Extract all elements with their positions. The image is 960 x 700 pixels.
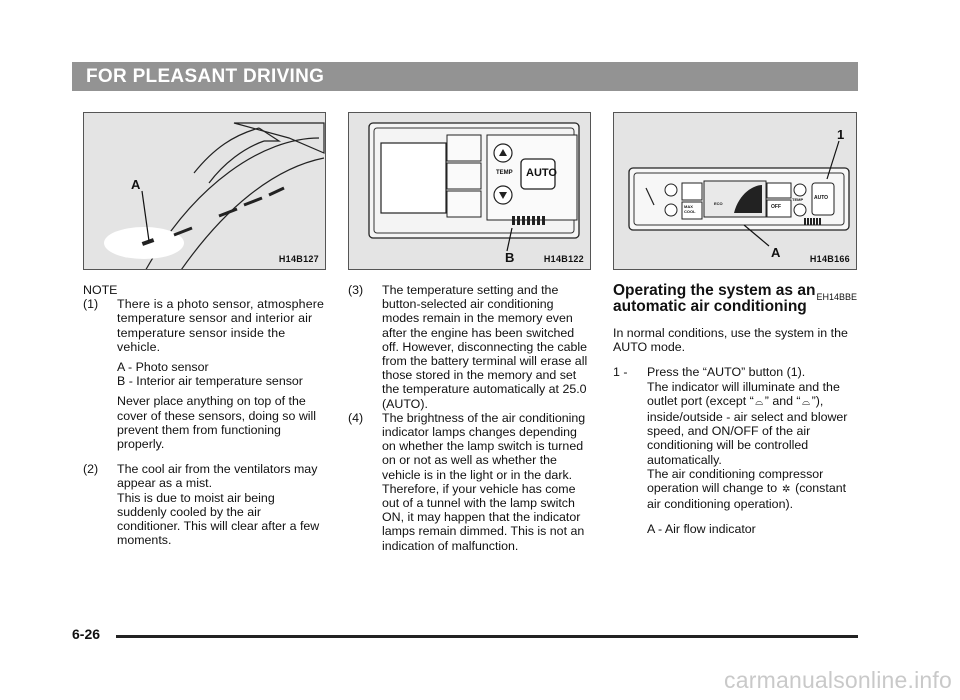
eco-label: ECO: [714, 201, 723, 206]
label-1: 1: [837, 127, 845, 142]
defrost-icon: ⌓: [802, 396, 811, 408]
section-header-bar: [72, 62, 858, 91]
defrost-icon: ⌓: [755, 396, 764, 408]
temp-label: TEMP: [792, 197, 804, 202]
figure-auto-panel: [613, 112, 857, 270]
footer-rule: [116, 635, 858, 638]
item-text: The brightness of the air conditioning indicator lamps changes depending on whether the lamp switch is turned on or not as well as whether the vehicle is in the light or in the dark. Therefore, if your vehicle has come out of a tunnel with the lamp switch ON, it may happen that the indicator lamps remain dimmed. This is not an indication of malfunction.: [382, 410, 586, 553]
page-number: 6-26: [72, 626, 101, 642]
figure-sensor-location: [83, 112, 326, 270]
column-auto-operation: [613, 283, 857, 537]
step-detail-part: ” and “: [764, 393, 801, 408]
section-code: EH14BBE: [816, 292, 857, 302]
step-detail-part: The indicator will illuminate and the outlet port (except “: [647, 379, 840, 408]
temp-label: TEMP: [496, 170, 513, 176]
step-instruction: Press the “AUTO” button (1).: [647, 365, 806, 380]
item-text-cont: This is due to moist air being suddenly cooled by the air conditioner. This will clear after a few moments.: [117, 490, 320, 548]
figure-control-panel: [348, 112, 591, 270]
legend-a: A - Air flow indicator: [647, 522, 756, 537]
item-text: There is a photo sensor, atmosphere temperature sensor and interior air temperature sensor inside the vehicle.: [117, 297, 325, 354]
section-title: FOR PLEASANT DRIVING: [86, 66, 325, 87]
note-item-3: [348, 283, 591, 411]
item-number: (3): [348, 283, 364, 297]
step-1: [613, 365, 857, 536]
ac-snowflake-icon: ✲: [781, 484, 791, 496]
label-a: A: [131, 177, 141, 192]
step-detail-compressor: [647, 467, 857, 512]
figure-code: H14B127: [278, 254, 319, 264]
heading-text: Operating the system as an automatic air conditioning: [613, 282, 816, 315]
item-text: The temperature setting and the button-selected air conditioning modes remain in the memory even after the engine has been switched off. However, disconnecting the cable from the battery terminal will erase all those stored in the memory and set the temperature automatically at 25.0 (AUTO).: [382, 283, 588, 411]
column-notes: [83, 283, 326, 547]
auto-button-label: AUTO: [526, 167, 557, 179]
item-number: (2): [83, 462, 99, 477]
max-cool-label: MAX COOL: [684, 204, 696, 214]
column-notes-cont: [348, 283, 591, 553]
step-number: 1 -: [613, 365, 628, 380]
off-label: OFF: [771, 204, 781, 210]
step-detail-part: The air conditioning compressor operation will change to: [647, 466, 824, 496]
step-detail: [647, 380, 857, 467]
item-number: (4): [348, 410, 364, 425]
watermark: carmanualsonline.info: [724, 667, 952, 693]
intro-text: In normal conditions, use the system in the AUTO mode.: [613, 326, 848, 355]
section-heading: [613, 283, 857, 315]
note-item-1: [83, 297, 326, 354]
note-item-4: [348, 411, 591, 553]
sensor-warning: Never place anything on top of the cover of these sensors, doing so will prevent them from functioning properly.: [117, 394, 317, 452]
figure-code: H14B122: [543, 254, 584, 264]
dashboard-illustration: [84, 113, 326, 270]
note-item-2: [83, 462, 326, 547]
item-number: (1): [83, 297, 99, 312]
step-detail-part: (constant air conditioning operation).: [647, 481, 847, 512]
legend-b: B - Interior air temperature sensor: [117, 374, 303, 389]
legend-a: A - Photo sensor: [117, 360, 209, 375]
figure-code: H14B166: [809, 254, 850, 264]
label-a: A: [771, 245, 781, 260]
auto-panel-illustration: [614, 113, 857, 270]
item-text: The cool air from the ventilators may appear as a mist.: [117, 462, 318, 491]
climate-panel-illustration: [349, 113, 591, 270]
label-b: B: [505, 250, 515, 265]
auto-button-label: AUTO: [814, 195, 829, 201]
step-detail-part: ”), inside/outside - air select and blower speed, and ON/OFF of the air conditioning will be controlled automatically.: [647, 393, 848, 467]
note-heading: NOTE: [83, 283, 118, 297]
